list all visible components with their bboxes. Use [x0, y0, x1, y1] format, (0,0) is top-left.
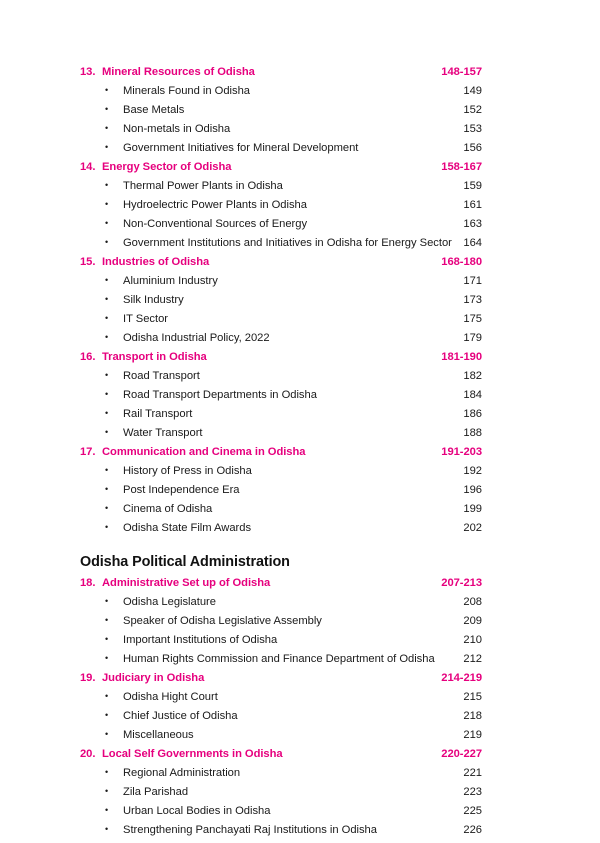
subitem-page-number: 218 — [463, 710, 482, 722]
chapter-number: 19. — [80, 672, 96, 684]
toc-chapter-row[interactable] — [80, 672, 482, 691]
subitem-title: Silk Industry — [123, 294, 184, 306]
toc-subitem-row[interactable] — [80, 218, 482, 237]
toc-subitem-row[interactable] — [80, 710, 482, 729]
bullet-icon: • — [105, 275, 109, 285]
chapter-title: Industries of Odisha — [102, 256, 210, 268]
subitem-title: Cinema of Odisha — [123, 503, 213, 515]
subitem-page-number: 153 — [463, 123, 482, 135]
subitem-title: Chief Justice of Odisha — [123, 710, 238, 722]
subitem-page-number: 215 — [463, 691, 482, 703]
chapter-title: Transport in Odisha — [102, 351, 207, 363]
subitem-page-number: 161 — [463, 199, 482, 211]
subitem-title: Miscellaneous — [123, 729, 194, 741]
toc-subitem-row[interactable] — [80, 237, 482, 256]
toc-subitem-row[interactable] — [80, 142, 482, 161]
toc-subitem-row[interactable] — [80, 653, 482, 672]
subitem-title: Road Transport Departments in Odisha — [123, 389, 317, 401]
subitem-title: IT Sector — [123, 313, 169, 325]
bullet-icon: • — [105, 427, 109, 437]
subitem-title: Aluminium Industry — [123, 275, 218, 287]
chapter-page-range: 168-180 — [441, 256, 482, 268]
subitem-page-number: 186 — [463, 408, 482, 420]
bullet-icon: • — [105, 465, 109, 475]
toc-subitem-row[interactable] — [80, 313, 482, 332]
chapter-page-range: 158-167 — [441, 161, 482, 173]
toc-subitem-row[interactable] — [80, 180, 482, 199]
subitem-title: History of Press in Odisha — [123, 465, 252, 477]
chapter-page-range: 214-219 — [441, 672, 482, 684]
bullet-icon: • — [105, 786, 109, 796]
subitem-page-number: 226 — [463, 824, 482, 836]
bullet-icon: • — [105, 408, 109, 418]
subitem-page-number: 202 — [463, 522, 482, 534]
bullet-icon: • — [105, 653, 109, 663]
chapter-page-range: 181-190 — [441, 351, 482, 363]
chapter-title: Judiciary in Odisha — [102, 672, 205, 684]
bullet-icon: • — [105, 484, 109, 494]
subitem-page-number: 163 — [463, 218, 482, 230]
subitem-title: Hydroelectric Power Plants in Odisha — [123, 199, 307, 211]
toc-subitem-row[interactable] — [80, 123, 482, 142]
toc-subitem-row[interactable] — [80, 85, 482, 104]
subitem-page-number: 212 — [463, 653, 482, 665]
toc-subitem-row[interactable] — [80, 767, 482, 786]
toc-subitem-row[interactable] — [80, 634, 482, 653]
bullet-icon: • — [105, 824, 109, 834]
subitem-page-number: 171 — [463, 275, 482, 287]
subitem-page-number: 149 — [463, 85, 482, 97]
subitem-page-number: 223 — [463, 786, 482, 798]
toc-subitem-row[interactable] — [80, 275, 482, 294]
subitem-page-number: 225 — [463, 805, 482, 817]
toc-subitem-row[interactable] — [80, 408, 482, 427]
toc-subitem-row[interactable] — [80, 596, 482, 615]
bullet-icon: • — [105, 237, 109, 247]
subitem-page-number: 210 — [463, 634, 482, 646]
chapter-title: Communication and Cinema in Odisha — [102, 446, 306, 458]
chapter-page-range: 191-203 — [441, 446, 482, 458]
subitem-title: Urban Local Bodies in Odisha — [123, 805, 271, 817]
chapter-page-range: 220-227 — [441, 748, 482, 760]
bullet-icon: • — [105, 123, 109, 133]
toc-subitem-row[interactable] — [80, 786, 482, 805]
bullet-icon: • — [105, 615, 109, 625]
chapter-title: Mineral Resources of Odisha — [102, 66, 255, 78]
bullet-icon: • — [105, 313, 109, 323]
bullet-icon: • — [105, 389, 109, 399]
subitem-title: Base Metals — [123, 104, 185, 116]
bullet-icon: • — [105, 805, 109, 815]
subitem-page-number: 164 — [463, 237, 482, 249]
chapter-number: 20. — [80, 748, 96, 760]
subitem-page-number: 221 — [463, 767, 482, 779]
subitem-page-number: 182 — [463, 370, 482, 382]
part-heading: Odisha Political Administration — [80, 554, 290, 570]
chapter-page-range: 148-157 — [441, 66, 482, 78]
toc-subitem-row[interactable] — [80, 805, 482, 824]
subitem-title: Road Transport — [123, 370, 200, 382]
bullet-icon: • — [105, 142, 109, 152]
subitem-page-number: 208 — [463, 596, 482, 608]
toc-subitem-row[interactable] — [80, 615, 482, 634]
subitem-title: Thermal Power Plants in Odisha — [123, 180, 283, 192]
chapter-number: 13. — [80, 66, 96, 78]
toc-subitem-row[interactable] — [80, 465, 482, 484]
subitem-title: Important Institutions of Odisha — [123, 634, 278, 646]
toc-chapter-row[interactable] — [80, 351, 482, 370]
toc-subitem-row[interactable] — [80, 522, 482, 541]
subitem-page-number: 156 — [463, 142, 482, 154]
toc-subitem-row[interactable] — [80, 503, 482, 522]
subitem-title: Human Rights Commission and Finance Department of Odisha — [123, 653, 435, 665]
subitem-title: Post Independence Era — [123, 484, 240, 496]
subitem-page-number: 209 — [463, 615, 482, 627]
chapter-title: Energy Sector of Odisha — [102, 161, 232, 173]
subitem-title: Odisha Hight Court — [123, 691, 218, 703]
toc-subitem-row[interactable] — [80, 389, 482, 408]
toc-subitem-row[interactable] — [80, 332, 482, 351]
chapter-number: 15. — [80, 256, 96, 268]
toc-chapter-row[interactable] — [80, 748, 482, 767]
toc-chapter-row[interactable] — [80, 446, 482, 465]
bullet-icon: • — [105, 294, 109, 304]
toc-subitem-row[interactable] — [80, 370, 482, 389]
subitem-title: Odisha Industrial Policy, 2022 — [123, 332, 270, 344]
toc-subitem-row[interactable] — [80, 427, 482, 446]
subitem-page-number: 196 — [463, 484, 482, 496]
subitem-page-number: 159 — [463, 180, 482, 192]
table-of-contents — [80, 66, 482, 843]
bullet-icon: • — [105, 729, 109, 739]
chapter-title: Administrative Set up of Odisha — [102, 577, 271, 589]
bullet-icon: • — [105, 199, 109, 209]
bullet-icon: • — [105, 522, 109, 532]
subitem-page-number: 175 — [463, 313, 482, 325]
bullet-icon: • — [105, 596, 109, 606]
chapter-number: 16. — [80, 351, 96, 363]
subitem-page-number: 152 — [463, 104, 482, 116]
toc-subitem-row[interactable] — [80, 294, 482, 313]
subitem-page-number: 188 — [463, 427, 482, 439]
chapter-number: 17. — [80, 446, 96, 458]
toc-chapter-row[interactable] — [80, 161, 482, 180]
chapter-number: 14. — [80, 161, 96, 173]
subitem-title: Government Initiatives for Mineral Development — [123, 142, 359, 154]
subitem-title: Water Transport — [123, 427, 203, 439]
subitem-title: Strengthening Panchayati Raj Institutions in Odisha — [123, 824, 377, 836]
toc-chapter-row[interactable] — [80, 256, 482, 275]
toc-subitem-row[interactable] — [80, 824, 482, 843]
toc-subitem-row[interactable] — [80, 729, 482, 748]
subitem-page-number: 219 — [463, 729, 482, 741]
toc-chapter-row[interactable] — [80, 66, 482, 85]
toc-subitem-row[interactable] — [80, 691, 482, 710]
toc-subitem-row[interactable] — [80, 484, 482, 503]
bullet-icon: • — [105, 218, 109, 228]
toc-chapter-row[interactable] — [80, 577, 482, 596]
bullet-icon: • — [105, 104, 109, 114]
bullet-icon: • — [105, 767, 109, 777]
bullet-icon: • — [105, 332, 109, 342]
toc-subitem-row[interactable] — [80, 104, 482, 123]
subitem-page-number: 173 — [463, 294, 482, 306]
subitem-title: Non-Conventional Sources of Energy — [123, 218, 308, 230]
chapter-page-range: 207-213 — [441, 577, 482, 589]
subitem-title: Rail Transport — [123, 408, 193, 420]
subitem-title: Odisha Legislature — [123, 596, 216, 608]
subitem-title: Minerals Found in Odisha — [123, 85, 250, 97]
bullet-icon: • — [105, 634, 109, 644]
bullet-icon: • — [105, 691, 109, 701]
subitem-title: Zila Parishad — [123, 786, 189, 798]
bullet-icon: • — [105, 503, 109, 513]
bullet-icon: • — [105, 85, 109, 95]
chapter-title: Local Self Governments in Odisha — [102, 748, 283, 760]
subitem-page-number: 179 — [463, 332, 482, 344]
subitem-title: Regional Administration — [123, 767, 241, 779]
bullet-icon: • — [105, 710, 109, 720]
subitem-page-number: 199 — [463, 503, 482, 515]
subitem-page-number: 192 — [463, 465, 482, 477]
bullet-icon: • — [105, 180, 109, 190]
subitem-title: Government Institutions and Initiatives in Odisha for Energy Sector — [123, 237, 452, 249]
subitem-page-number: 184 — [463, 389, 482, 401]
toc-subitem-row[interactable] — [80, 199, 482, 218]
subitem-title: Speaker of Odisha Legislative Assembly — [123, 615, 322, 627]
bullet-icon: • — [105, 370, 109, 380]
subitem-title: Non-metals in Odisha — [123, 123, 231, 135]
subitem-title: Odisha State Film Awards — [123, 522, 252, 534]
chapter-number: 18. — [80, 577, 96, 589]
